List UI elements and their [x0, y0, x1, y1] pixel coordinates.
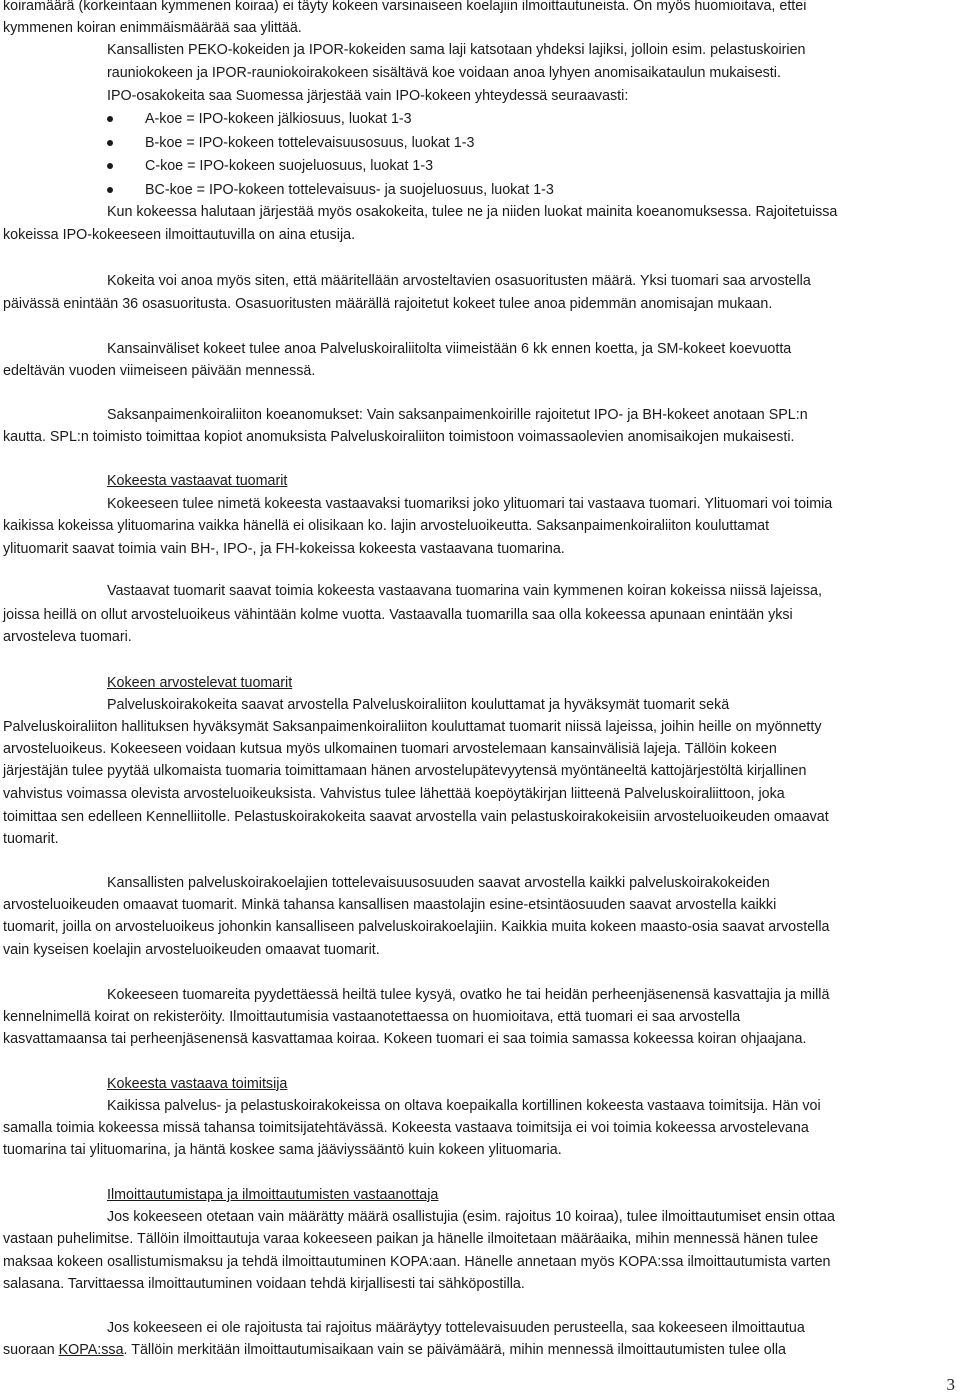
text-line: kasvattamaansa tai perheenjäsenensä kasvattamaa koiraa. Kokeen tuomari ei saa toimia samassa kokeessa koiran ohjaajana. — [3, 1031, 807, 1047]
text-line: Kokeeseen tulee nimetä kokeesta vastaavaksi tuomariksi joko ylituomari tai vastaava tuomari. Ylituomari voi toimia — [107, 496, 833, 512]
text-line: vahvistus voimassa olevista arvosteluoikeuksista. Vahvistus tulee lähettää koepöytäkirjan liitteenä Palveluskoiraliittoon, joka — [3, 786, 785, 802]
text-fragment: suoraan — [3, 1342, 59, 1358]
text-line: arvosteluoikeus. Kokeeseen voidaan kutsua myös ulkomainen tuomari arvostelemaan kansainvälisiä lajeja. Tällöin kokeen — [3, 741, 777, 757]
list-item: B-koe = IPO-kokeen tottelevaisuusosuus, luokat 1-3 — [145, 135, 475, 151]
text-line: vain kyseisen koelajin arvosteluoikeuden omaavat tuomarit. — [3, 942, 380, 958]
text-line: Kansallisten PEKO-kokeiden ja IPOR-kokeiden sama laji katsotaan yhdeksi lajiksi, jolloin esim. pelastuskoirien — [107, 42, 806, 58]
bullet-icon — [107, 187, 113, 193]
text-line: Kansallisten palveluskoirakoelajien tottelevaisuusosuuden saavat arvostella kaikki palveluskoirakokeiden — [107, 875, 770, 891]
text-line: päivässä enintään 36 osasuoritusta. Osasuoritusten määrällä rajoitetut kokeet tulee anoa pidemmän anomisajan mukaan. — [3, 296, 773, 312]
text-line: kymmenen koiran enimmäismäärää saa ylittää. — [3, 20, 302, 36]
text-line: Vastaavat tuomarit saavat toimia kokeesta vastaavana tuomarina vain kymmenen koiran kokeissa niissä lajeissa, — [107, 583, 822, 599]
text-line: vastaan puhelimitse. Tällöin ilmoittautuja varaa kokeeseen paikan ja hänelle ilmoitetaan määräaika, mihin mennessä hänen tulee — [3, 1231, 819, 1247]
text-line: Kokeita voi anoa myös siten, että määritellään arvosteltavien osasuoritusten määrä. Yksi tuomari saa arvostella — [107, 273, 811, 289]
text-line: tuomarit, joilla on arvosteluoikeus johonkin kansalliseen palveluskoirakoelajiin. Kaikkia muita kokeen maasto-osia saavat arvostella — [3, 919, 830, 935]
text-line: ylituomarit saavat toimia vain BH-, IPO-, ja FH-kokeissa kokeesta vastaavana tuomarina. — [3, 541, 565, 557]
text-line: kautta. SPL:n toimisto toimittaa kopiot anomuksista Palveluskoiraliiton toimistoon voimassaolevien anomisaikojen mukaisesti. — [3, 429, 795, 445]
list-item: A-koe = IPO-kokeen jälkiosuus, luokat 1-3 — [145, 111, 412, 127]
text-line: maksaa kokeen osallistumismaksu ja tehdä ilmoittautuminen KOPA:aan. Hänelle annetaan myös KOPA:ssa ilmoittautumista varten — [3, 1254, 831, 1270]
kopa-link[interactable]: KOPA:ssa — [58, 1342, 124, 1358]
text-line: joissa heillä on ollut arvosteluoikeus vähintään kolme vuotta. Vastaavalla tuomarilla saa olla kokeessa apunaan enintään yksi — [3, 607, 793, 623]
page-number: 3 — [946, 1375, 955, 1394]
section-heading: Kokeesta vastaava toimitsija — [107, 1076, 288, 1092]
text-line: Kaikissa palvelus- ja pelastuskoirakokeissa on oltava koepaikalla kortillinen kokeesta vastaava toimitsija. Hän voi — [107, 1098, 821, 1114]
text-line: samalla toimia kokeessa missä tahansa toimitsijatehtävässä. Kokeesta vastaava toimitsija ei voi toimia kokeessa arvostelevana — [3, 1120, 809, 1136]
section-heading: Kokeen arvostelevat tuomarit — [107, 675, 293, 691]
text-fragment: . Tällöin merkitään ilmoittautumisaikaan vain se päivämäärä, mihin mennessä ilmoittautumisten tulee olla — [123, 1342, 787, 1358]
list-item: C-koe = IPO-kokeen suojeluosuus, luokat 1-3 — [145, 158, 434, 174]
text-line: arvosteluoikeuden omaavat tuomarit. Minkä tahansa kansallisen maastolajin esine-etsintäosuuden saavat arvostella kaikki — [3, 897, 777, 913]
bullet-icon — [107, 140, 113, 146]
text-line: toimittaa sen edelleen Kennelliitolle. Pelastuskoirakokeita saavat arvostella vain pelastuskoirakokeisiin arvosteluoikeuden omaavat — [3, 809, 829, 825]
bullet-icon — [107, 163, 113, 169]
text-line — [3, 1341, 786, 1359]
section-heading: Kokeesta vastaavat tuomarit — [107, 473, 288, 489]
text-line: järjestäjän tulee pyytää ulkomaista tuomaria toimittamaan hänen arvostelupätevyytensä myöntäneeltä kattojärjestöltä kirjallinen — [3, 763, 807, 779]
text-line: arvosteleva tuomari. — [3, 629, 132, 645]
text-line: Kokeeseen tuomareita pyydettäessä heiltä tulee kysyä, ovatko he tai heidän perheenjäsenensä kasvattajia ja millä — [107, 987, 830, 1003]
text-line: Saksanpaimenkoiraliiton koeanomukset: Vain saksanpaimenkoirille rajoitetut IPO- ja BH-kokeet anotaan SPL:n — [107, 407, 808, 423]
text-line: Jos kokeeseen otetaan vain määrätty määrä osallistujia (esim. rajoitus 10 koiraa), tulee ilmoittautumiset ensin ottaa — [107, 1209, 835, 1225]
text-line: koiramäärä (korkeintaan kymmenen koiraa) ei täyty kokeen varsinaiseen koelajiin ilmoittautuneista. On myös huomioitava, ettei — [3, 0, 807, 14]
text-line: kaikissa kokeissa ylituomarina vaikka hänellä ei olisikaan ko. lajin arvosteluoikeutta. Saksanpaimenkoiraliiton kouluttamat — [3, 518, 770, 534]
text-line: edeltävän vuoden viimeiseen päivään mennessä. — [3, 363, 316, 379]
list-item: BC-koe = IPO-kokeen tottelevaisuus- ja suojeluosuus, luokat 1-3 — [145, 182, 554, 198]
text-line: Palveluskoirakokeita saavat arvostella Palveluskoiraliiton kouluttamat ja hyväksymät tuomarit sekä — [107, 697, 730, 713]
text-line: Kun kokeessa halutaan järjestää myös osakokeita, tulee ne ja niiden luokat mainita koeanomuksessa. Rajoitetuissa — [107, 204, 838, 220]
text-line: kennelnimellä koirat on rekisteröity. Ilmoittautumisia vastaanotettaessa on huomioitava, että tuomari ei saa arvostella — [3, 1009, 741, 1025]
text-line: Palveluskoiraliiton hallituksen hyväksymät Saksanpaimenkoiraliiton kouluttamat tuomarit niissä lajeissa, joihin heille on myönnetty — [3, 719, 822, 735]
text-line: rauniokokeen ja IPOR-rauniokoirakokeen sisältävä koe voidaan anoa lyhyen anomisaikataulun mukaisesti. — [107, 65, 781, 81]
text-line: tuomarina tai ylituomarina, ja häntä koskee sama jääviyssääntö kuin kokeen ylituomaria. — [3, 1142, 562, 1158]
section-heading: Ilmoittautumistapa ja ilmoittautumisten vastaanottaja — [107, 1187, 439, 1203]
text-line: IPO-osakokeita saa Suomessa järjestää vain IPO-kokeen yhteydessä seuraavasti: — [107, 88, 629, 104]
bullet-icon — [107, 116, 113, 122]
text-line: salasana. Tarvittaessa ilmoittautuminen voidaan tehdä kirjallisesti tai sähköpostilla. — [3, 1276, 525, 1292]
text-line: kokeissa IPO-kokeeseen ilmoittautuvilla on aina etusija. — [3, 227, 356, 243]
text-line: tuomarit. — [3, 831, 59, 847]
text-line: Kansainväliset kokeet tulee anoa Palveluskoiraliitolta viimeistään 6 kk ennen koetta, ja SM-kokeet koevuotta — [107, 341, 792, 357]
text-line: Jos kokeeseen ei ole rajoitusta tai rajoitus määräytyy tottelevaisuuden perusteella, saa kokeeseen ilmoittautua — [107, 1320, 805, 1336]
